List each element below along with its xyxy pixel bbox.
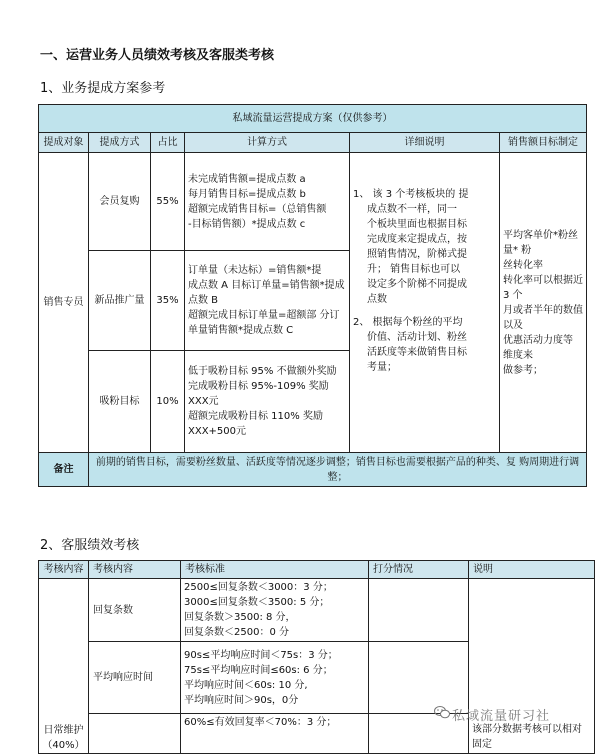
commission-table: [38, 104, 587, 487]
header-cell: 考核内容: [89, 561, 181, 579]
calc-cell: 订单量（未达标）=销售额*提 成点数 A 目标订单量=销售额*提成 点数 B 超额完成目标订单量=超额部 分订 单量销售额*提成点数 C: [185, 251, 350, 351]
section-heading-commission: 1、业务提成方案参考: [40, 81, 166, 96]
remark-cell: 该部分数据考核可以相对 固定: [469, 579, 595, 754]
method-cell: 会员复购: [89, 153, 151, 251]
detail-cell: 1、 该 3 个考核板块的 提 成点数不一样，同一 个板块里面也根据目标 完成度来定提成点，按 照销售情况，阶梯式提 升； 销售目标也可以 设定多个阶梯不同提成 点数 2、 根据每个粉丝的平均 价值、活动计划、粉丝 活跃度等来做销售目标 考量；: [350, 153, 500, 453]
header-cell: 提成方式: [89, 133, 151, 153]
wechat-icon: [434, 705, 450, 719]
category-cell: 日常维护（40%）: [39, 579, 89, 754]
calc-cell: 低于吸粉目标 95% 不做额外奖励 完成吸粉目标 95%-109% 奖励 XXX元 超额完成吸粉目标 110% 奖励 XXX+500元: [185, 351, 350, 453]
item-cell: [89, 714, 181, 754]
header-cell: 提成对象: [39, 133, 89, 153]
header-cell: 考核内容: [39, 561, 89, 579]
calc-cell: 未完成销售额=提成点数 a 每月销售目标=提成点数 b 超额完成销售目标=（总销售额 -目标销售额）*提成点数 c: [185, 153, 350, 251]
note-row: [39, 453, 587, 487]
header-cell: 说明: [469, 561, 595, 579]
header-cell: 打分情况: [369, 561, 469, 579]
header-cell: 销售额目标制定: [500, 133, 587, 153]
standard-cell: 2500≤回复条数＜3000：3 分； 3000≤回复条数＜3500: 5 分； 回复条数＞3500: 8 分， 回复条数＜2500：0 分: [181, 579, 369, 642]
method-cell: 新品推广量: [89, 251, 151, 351]
ratio-cell: 10%: [151, 351, 185, 453]
service-table: [38, 560, 595, 754]
header-cell: 计算方式: [185, 133, 350, 153]
ratio-cell: 55%: [151, 153, 185, 251]
table-row: [39, 579, 595, 642]
target-cell: 平均客单价*粉丝量* 粉 丝转化率 转化率可以根据近 3 个 月或者半年的数值 以及 优惠活动力度等 维度来 做参考；: [500, 153, 587, 453]
main-heading: 一、运营业务人员绩效考核及客服类考核: [40, 48, 275, 63]
ratio-cell: 35%: [151, 251, 185, 351]
standard-cell: 60%≤有效回复率＜70%：3 分；: [181, 714, 369, 754]
header-cell: 占比: [151, 133, 185, 153]
note-label: 备注: [39, 453, 89, 487]
item-cell: 回复条数: [89, 579, 181, 642]
score-cell: [369, 579, 469, 642]
table-title: 私域流量运营提成方案（仅供参考）: [39, 105, 587, 133]
header-cell: 详细说明: [350, 133, 500, 153]
watermark-text: 私域流量研习社: [452, 709, 551, 724]
method-cell: 吸粉目标: [89, 351, 151, 453]
section-heading-service: 2、客服绩效考核: [40, 538, 140, 553]
header-cell: 考核标准: [181, 561, 369, 579]
standard-cell: 90s≤平均响应时间＜75s：3 分； 75s≤平均响应时间≤60s: 6 分； 平均响应时间＜60s: 10 分, 平均响应时间＞90s，0分: [181, 642, 369, 714]
table-row: [39, 153, 587, 251]
item-cell: 平均响应时间: [89, 642, 181, 714]
note-text: 前期的销售目标，需要粉丝数量、活跃度等情况逐步调整；销售目标也需要根据产品的种类、复 购周期进行调整；: [89, 453, 587, 487]
score-cell: [369, 642, 469, 714]
role-cell: 销售专员: [39, 153, 89, 453]
